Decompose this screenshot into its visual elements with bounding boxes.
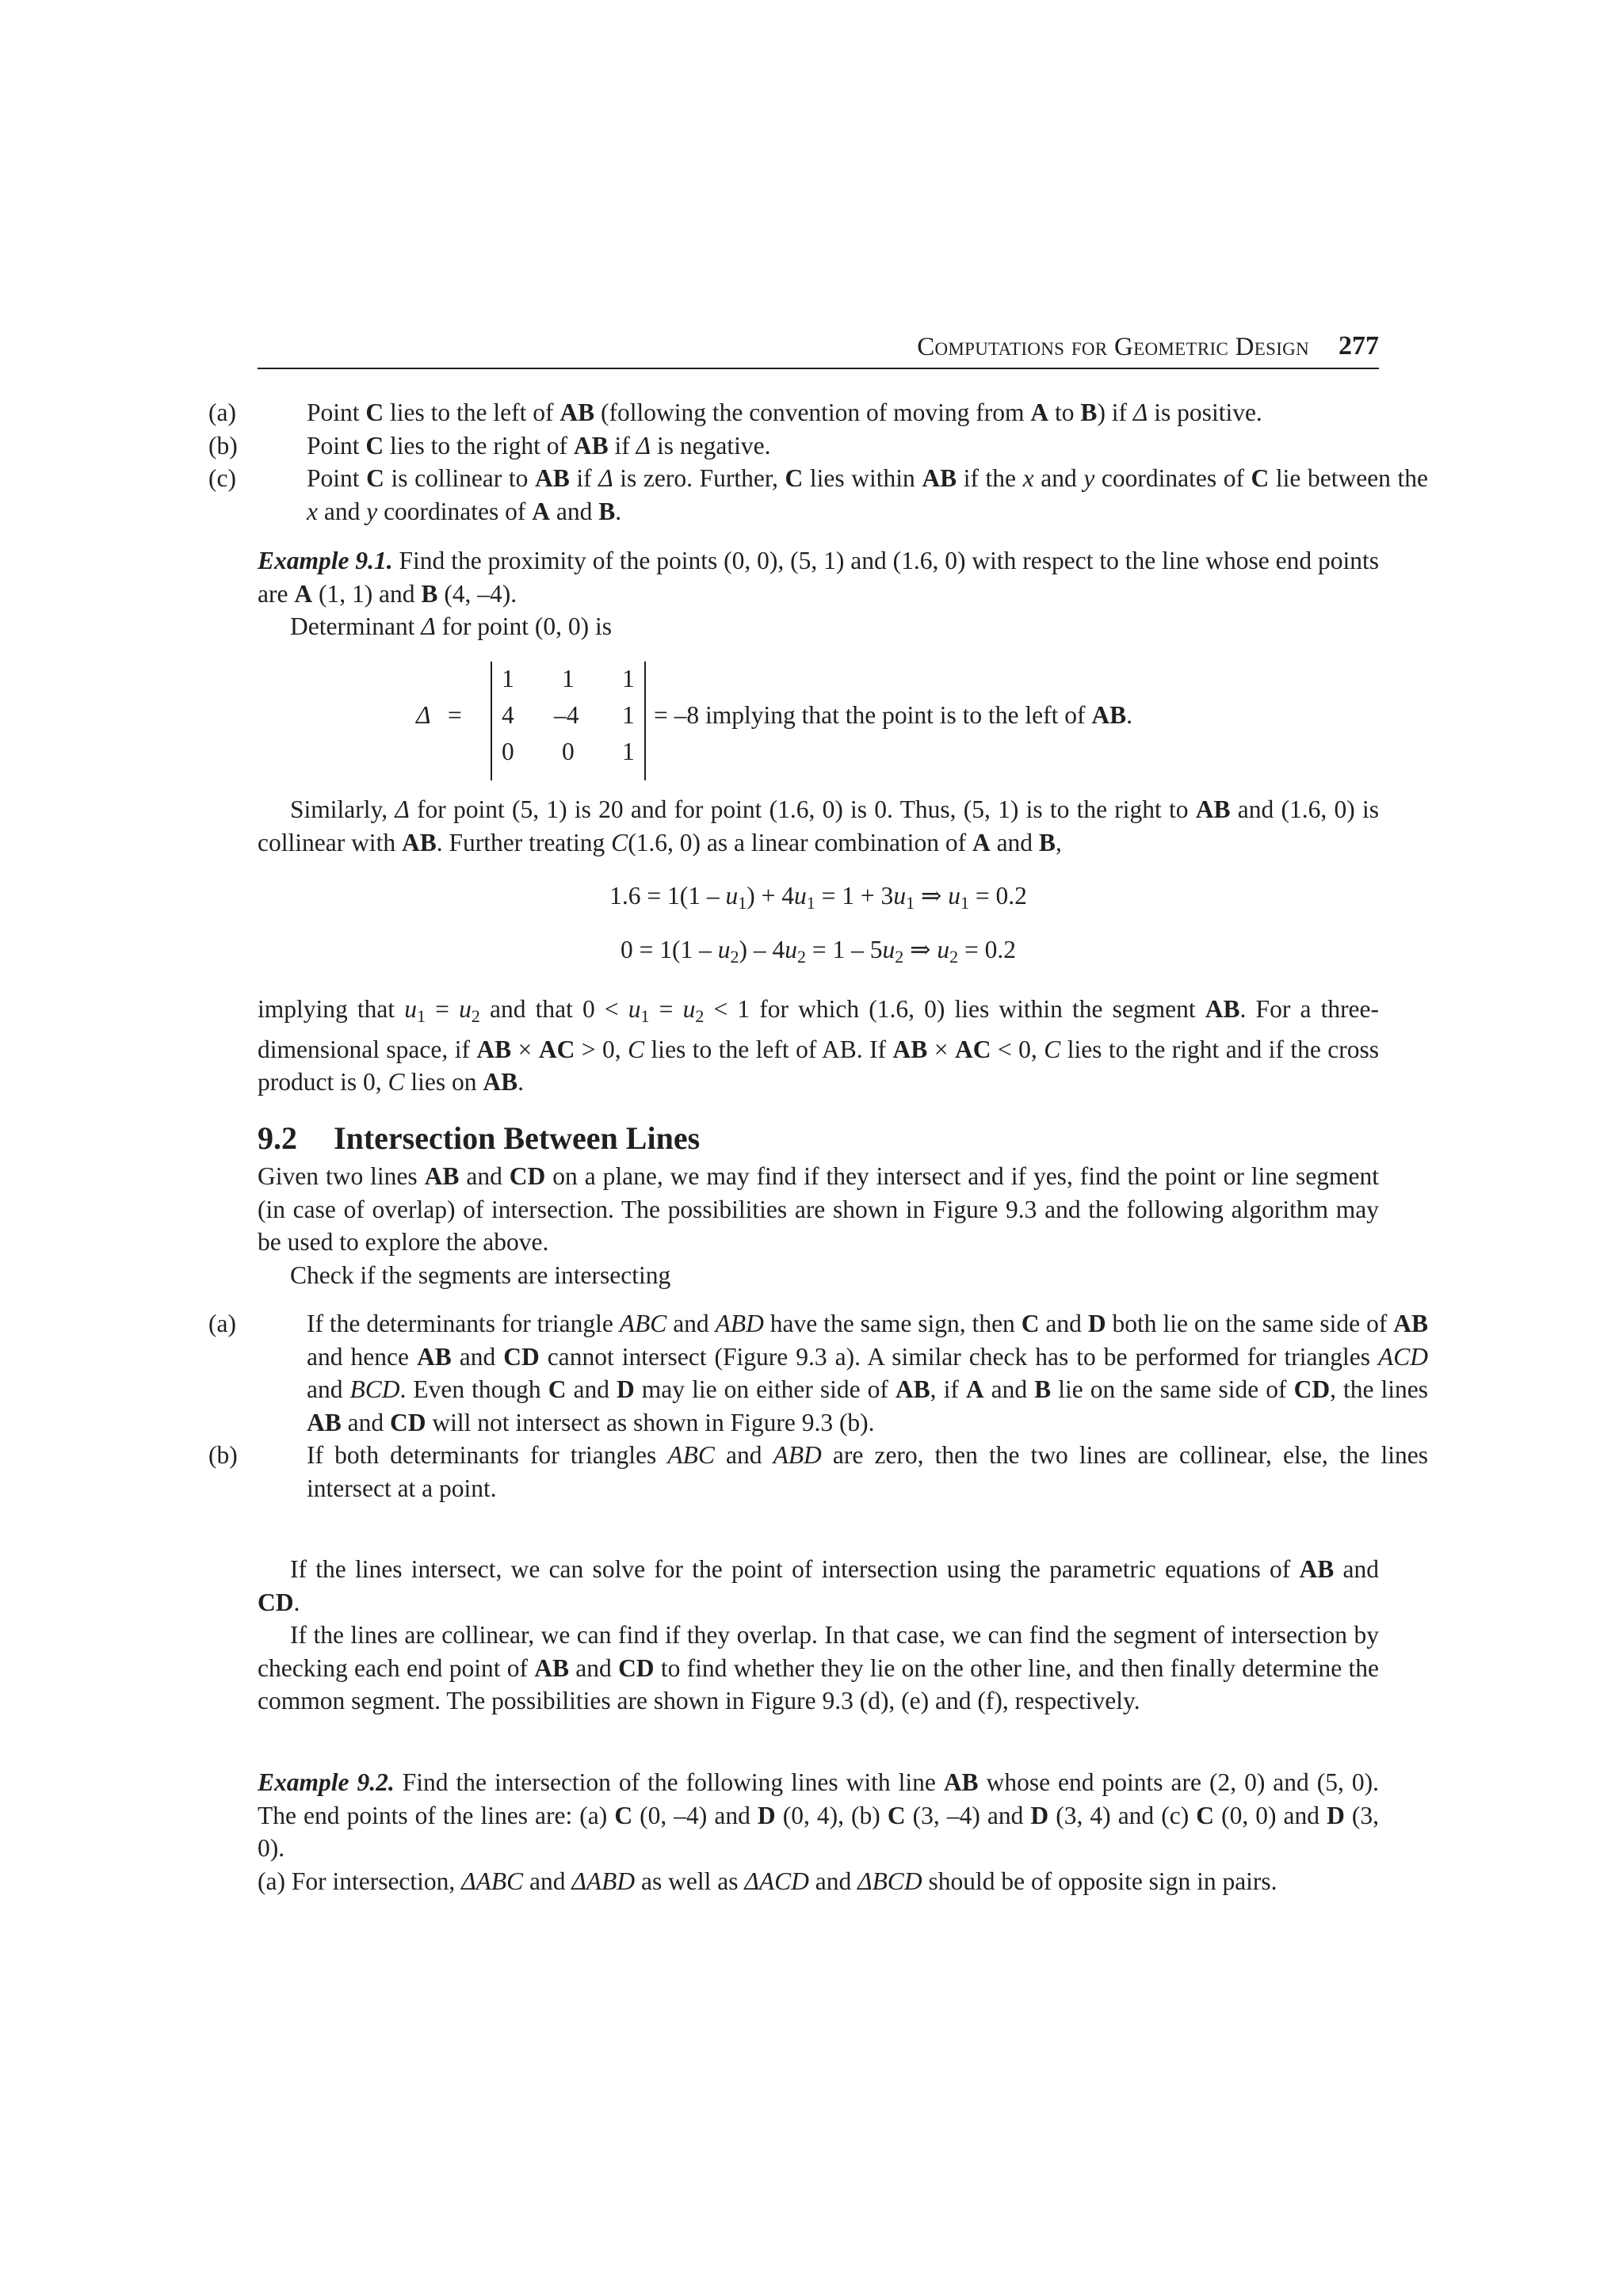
section-intro: Given two lines AB and CD on a plane, we may find if they intersect and if yes, find the point or line segment (in case of overlap) of intersection. The possibilities are shown in Figure 9.3 and the following algorithm may be used to explore the above. Check if the segments are intersecting bbox=[258, 1160, 1379, 1291]
check-line: Check if the segments are intersecting bbox=[290, 1261, 671, 1289]
matrix-cell: 1 bbox=[502, 665, 514, 692]
equation-u1: $1.6 = 1(1 - u_1) + 4u_1 = 1 + 3u_1$ ⇒ $u_1 = 0.2$ bbox=[609, 882, 1027, 913]
running-header bbox=[258, 331, 1379, 369]
delta-symbol: Δ bbox=[416, 701, 431, 729]
equals-sign: = bbox=[448, 701, 462, 729]
step-b: (b) If both determinants for triangles ABC and ABD are zero, then the two lines are collinear, else, the lines intersect at a point. bbox=[208, 1441, 1428, 1502]
section-title: Intersection Between Lines bbox=[334, 1120, 701, 1156]
equation-u2: $0 = 1(1 - u_2) - 4u_2 = 1 - 5u_2$ ⇒ $u_2 = 0.2$ bbox=[620, 936, 1017, 967]
determinant-equation bbox=[258, 662, 1379, 780]
page-number: 277 bbox=[1338, 331, 1379, 360]
section-number: 9.2 bbox=[258, 1120, 297, 1156]
matrix-cell: 1 bbox=[622, 701, 635, 729]
example-9-1-conclusion: implying that $u_1 = u_2$ and that $0 < u_1 = u_2 < 1$ for which (1.6, 0) lies within the segment AB. For a three-dimensional space, if AB × AC > 0, C lies to the left of AB. If AB × AC < 0, C lies to the right and if the cross product is 0, C lies on AB. bbox=[258, 995, 1380, 1096]
example-label: Example 9.1. bbox=[258, 547, 393, 574]
matrix-cell: 1 bbox=[622, 738, 635, 765]
condition-a: (a) Point C lies to the left of AB (following the convention of moving from A to B) if Δ is positive. bbox=[208, 399, 1262, 426]
matrix-cell: 0 bbox=[502, 738, 514, 765]
condition-list bbox=[208, 396, 1429, 528]
document-page bbox=[208, 0, 1429, 2296]
determinant-intro: Determinant Δ for point (0, 0) is bbox=[290, 612, 613, 640]
condition-c: (c) Point C is collinear to AB if Δ is zero. Further, C lies within AB if the x and y coordinates of C lie between the x and y coordinates of A and B. bbox=[208, 464, 1429, 525]
matrix-cell: 0 bbox=[562, 738, 575, 765]
algorithm-steps bbox=[208, 1307, 1429, 1505]
step-a: (a) If the determinants for triangle ABC and ABD have the same sign, then C and D both lie on the same side of AB and hence AB and CD cannot intersect (Figure 9.3 a). A similar check has to be performed for triangles ACD and BCD. Even though C and D may lie on either side of AB, if A and B lie on the same side of CD, the lines AB and CD will not intersect as shown in Figure 9.3 (b). bbox=[208, 1310, 1429, 1436]
example-9-1-statement: Example 9.1. Find the proximity of the points (0, 0), (5, 1) and (1.6, 0) with respect to the line whose end points are A (1, 1) and B (4, –4). Determinant Δ for point (0, 0) is bbox=[258, 544, 1379, 643]
running-title: Computations for Geometric Design bbox=[917, 333, 1309, 361]
example-9-2: Example 9.2. Find the intersection of the following lines with line AB whose end points are (2, 0) and (5, 0). The end points of the lines are: (a) C (0, –4) and D (0, 4), (b) C (3, –4) and D (3, 4) and (c) C (0, 0) and D (3, 0). (a) For intersection, ΔABC and ΔABD as well as ΔACD and ΔBCD should be of opposite sign in pairs. bbox=[258, 1766, 1379, 1897]
matrix-cell: 1 bbox=[562, 665, 575, 692]
example-label: Example 9.2. bbox=[258, 1768, 395, 1796]
intersection-paragraph: If the lines intersect, we can solve for the point of intersection using the parametric equations of AB and CD. If the lines are collinear, we can find if they overlap. In that case, we can find the segment of intersection by checking each end point of AB and CD to find whether they lie on the other line, and then finally determine the common segment. The possibilities are shown in Figure 9.3 (d), (e) and (f), respectively. bbox=[258, 1555, 1380, 1714]
section-heading bbox=[258, 1119, 700, 1157]
example-9-1-discussion: Similarly, Δ for point (5, 1) is 20 and for point (1.6, 0) is 0. Thus, (5, 1) is to the right to AB and (1.6, 0) is collinear with AB. Further treating C(1.6, 0) as a linear combination of A and B, bbox=[258, 795, 1379, 856]
example-9-2-part-a: (a) For intersection, ΔABC and ΔABD as well as ΔACD and ΔBCD should be of opposite sign in pairs. bbox=[258, 1867, 1277, 1895]
condition-b: (b) Point C lies to the right of AB if Δ is negative. bbox=[208, 431, 771, 460]
matrix-cell: 4 bbox=[502, 701, 514, 729]
determinant-matrix bbox=[491, 662, 646, 780]
matrix-cell: –4 bbox=[554, 701, 579, 729]
determinant-result: = –8 implying that the point is to the left of AB. bbox=[654, 701, 1132, 729]
matrix-cell: 1 bbox=[622, 665, 635, 692]
